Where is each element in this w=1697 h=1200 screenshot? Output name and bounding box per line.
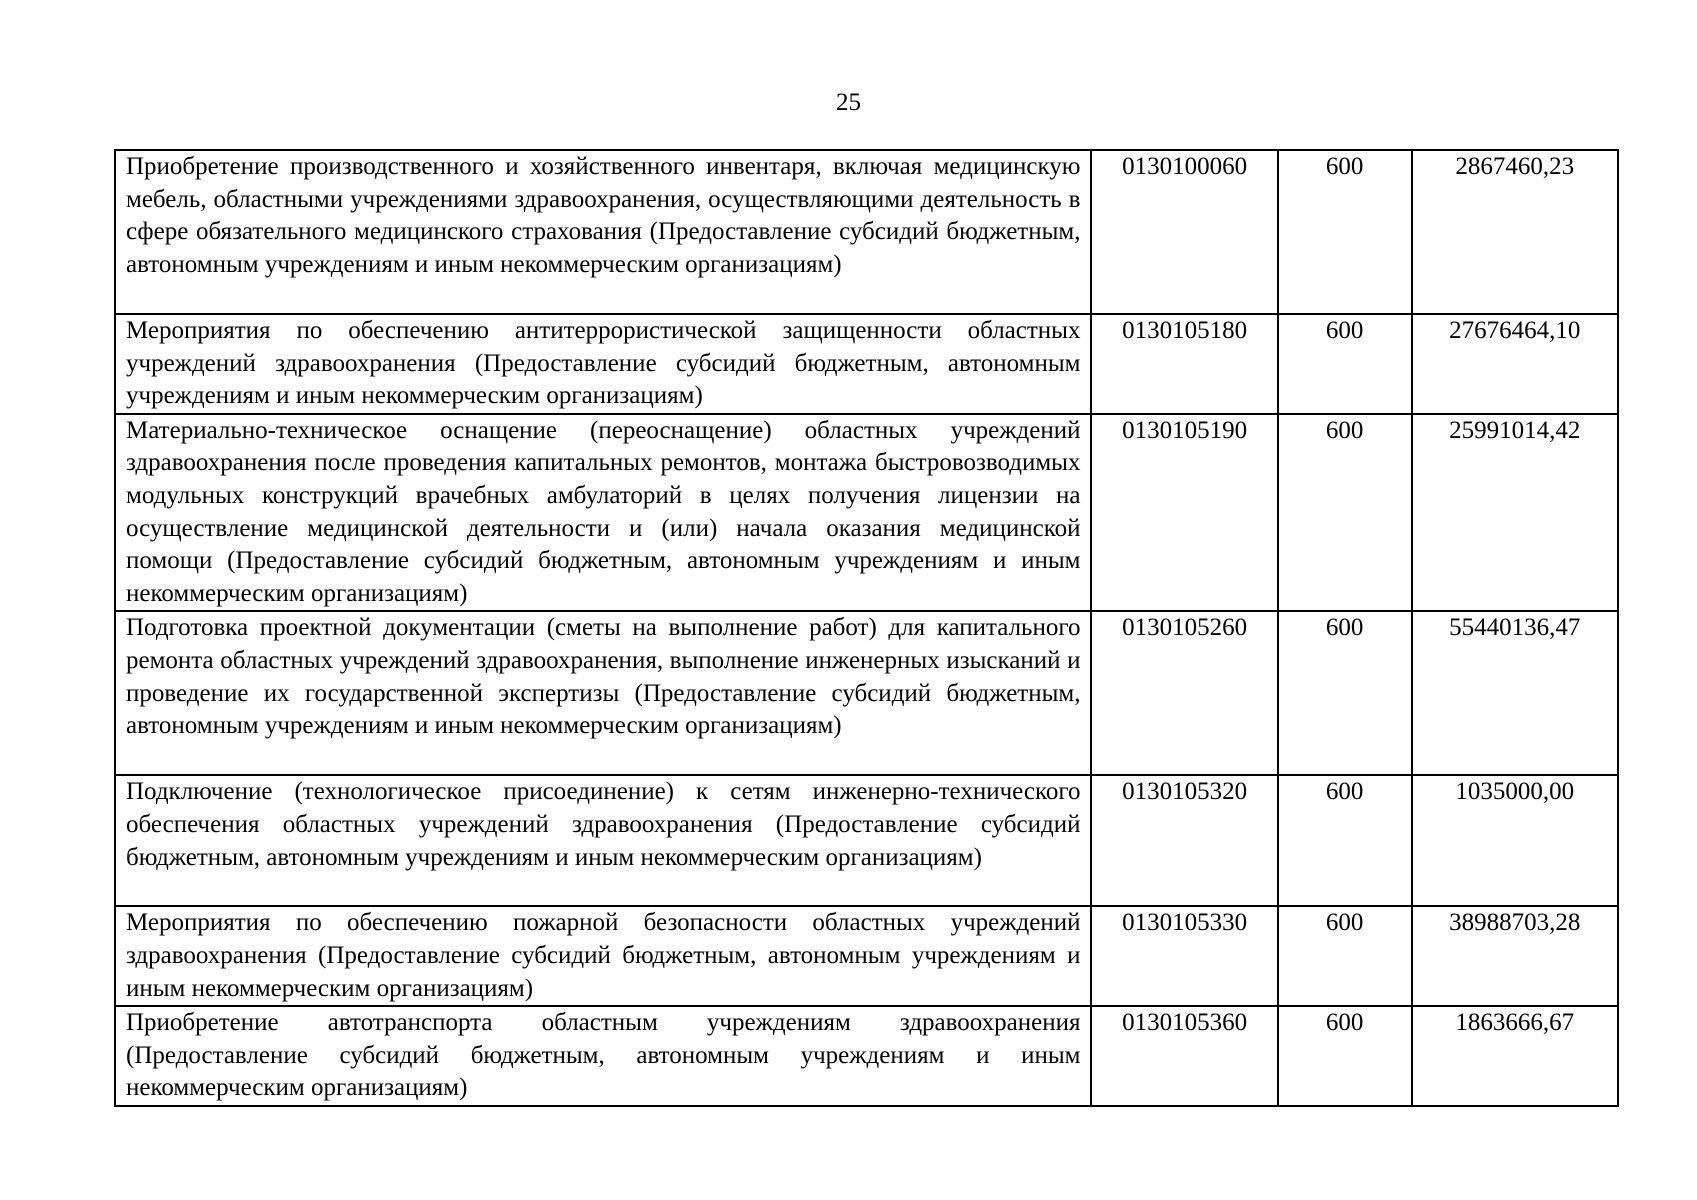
row-expense-type: 600 [1278, 150, 1412, 314]
row-code: 0130105360 [1091, 1006, 1277, 1106]
table-row [115, 314, 1618, 414]
row-description: Приобретение автотранспорта областным учреждениям здравоохранения (Предоставление субсидий бюджетным, автономным учреждениям и иным некоммерческим организациям) [115, 1006, 1091, 1106]
row-amount: 1035000,00 [1412, 775, 1618, 906]
row-amount: 2867460,23 [1412, 150, 1618, 314]
table-row [115, 906, 1618, 1006]
row-code: 0130105320 [1091, 775, 1277, 906]
row-expense-type: 600 [1278, 414, 1412, 612]
row-expense-type: 600 [1278, 314, 1412, 414]
row-description: Подготовка проектной документации (сметы на выполнение работ) для капитального ремонта областных учреждений здравоохранения, выполнение инженерных изысканий и проведение их государственной экспертизы (Предоставление субсидий бюджетным, автономным учреждениям и иным некоммерческим организациям) [115, 611, 1091, 775]
budget-table [114, 149, 1619, 1107]
row-amount: 27676464,10 [1412, 314, 1618, 414]
row-code: 0130105180 [1091, 314, 1277, 414]
row-code: 0130100060 [1091, 150, 1277, 314]
page-number: 25 [836, 89, 861, 116]
row-code: 0130105330 [1091, 906, 1277, 1006]
table-row [115, 414, 1618, 612]
row-description: Мероприятия по обеспечению антитеррористической защищенности областных учреждений здравоохранения (Предоставление субсидий бюджетным, автономным учреждениям и иным некоммерческим организациям) [115, 314, 1091, 414]
row-amount: 25991014,42 [1412, 414, 1618, 612]
row-description: Мероприятия по обеспечению пожарной безопасности областных учреждений здравоохранения (Предоставление субсидий бюджетным, автономным учреждениям и иным некоммерческим организациям) [115, 906, 1091, 1006]
row-description: Подключение (технологическое присоединение) к сетям инженерно-технического обеспечения областных учреждений здравоохранения (Предоставление субсидий бюджетным, автономным учреждениям и иным некоммерческим организациям) [115, 775, 1091, 906]
row-amount: 1863666,67 [1412, 1006, 1618, 1106]
row-expense-type: 600 [1278, 906, 1412, 1006]
table-row [115, 775, 1618, 906]
row-amount: 55440136,47 [1412, 611, 1618, 775]
row-expense-type: 600 [1278, 775, 1412, 906]
row-code: 0130105190 [1091, 414, 1277, 612]
row-amount: 38988703,28 [1412, 906, 1618, 1006]
table-row [115, 611, 1618, 775]
table-row [115, 150, 1618, 314]
row-description: Приобретение производственного и хозяйственного инвентаря, включая медицинскую мебель, областными учреждениями здравоохранения, осуществляющими деятельность в сфере обязательного медицинского страхования (Предоставление субсидий бюджетным, автономным учреждениям и иным некоммерческим организациям) [115, 150, 1091, 314]
row-code: 0130105260 [1091, 611, 1277, 775]
row-expense-type: 600 [1278, 1006, 1412, 1106]
row-expense-type: 600 [1278, 611, 1412, 775]
row-description: Материально-техническое оснащение (переоснащение) областных учреждений здравоохранения после проведения капитальных ремонтов, монтажа быстровозводимых модульных конструкций врачебных амбулаторий в целях получения лицензии на осуществление медицинской деятельности и (или) начала оказания медицинской помощи (Предоставление субсидий бюджетным, автономным учреждениям и иным некоммерческим организациям) [115, 414, 1091, 612]
table-row [115, 1006, 1618, 1106]
